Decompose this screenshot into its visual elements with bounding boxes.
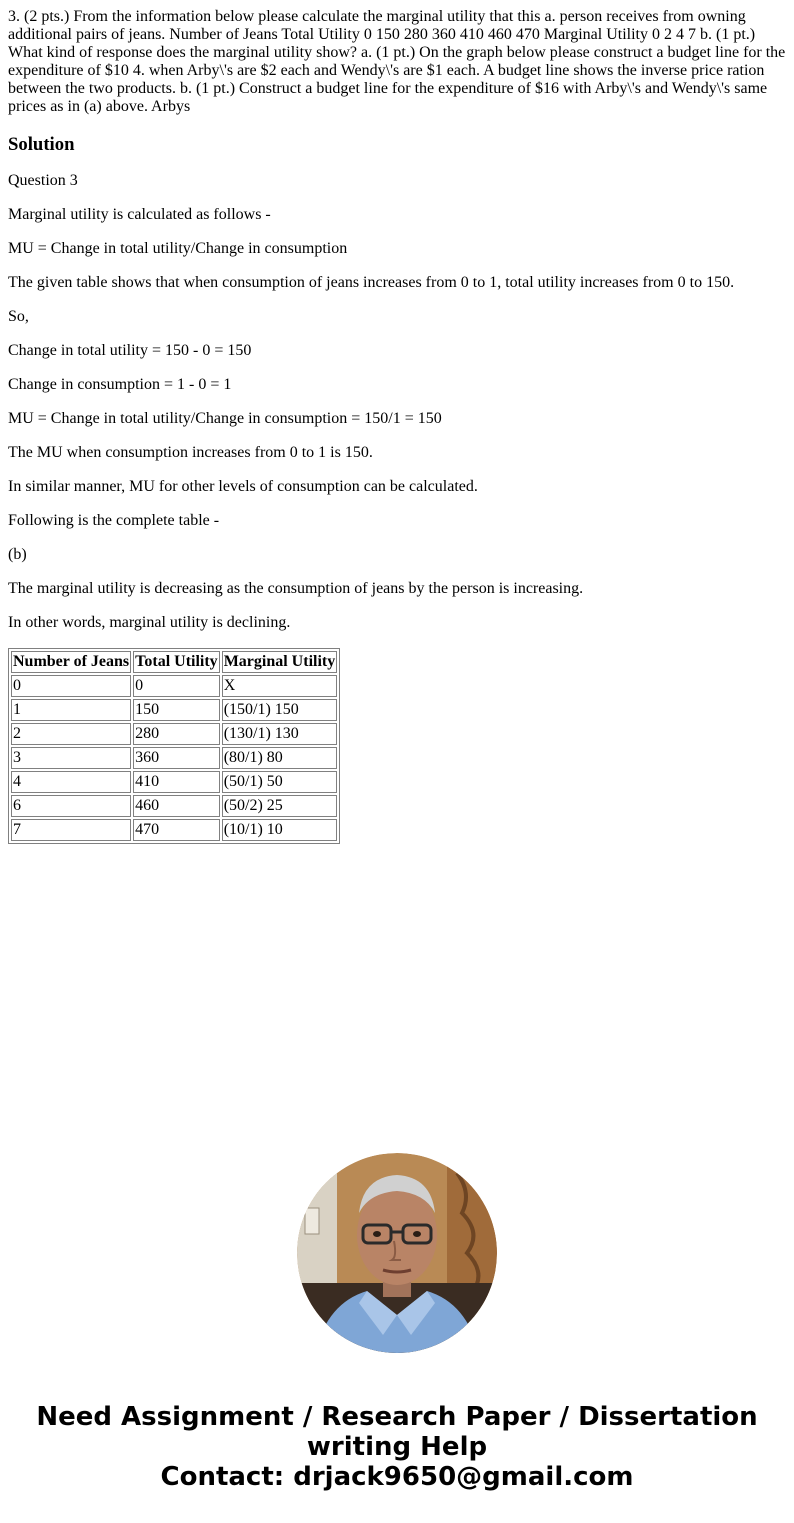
table-cell: 1 (11, 699, 131, 721)
solution-paragraph: In other words, marginal utility is declining. (8, 614, 291, 631)
table-row (11, 771, 337, 793)
table-cell: (150/1) 150 (222, 699, 338, 721)
table-cell: (50/2) 25 (222, 795, 338, 817)
table-header-row (11, 651, 337, 673)
tutor-portrait-image (297, 1153, 497, 1353)
table-cell: 4 (11, 771, 131, 793)
solution-paragraph: The given table shows that when consumption of jeans increases from 0 to 1, total utility increases from 0 to 150. (8, 274, 735, 291)
column-header: Number of Jeans (11, 651, 131, 673)
table-row (11, 747, 337, 769)
solution-paragraph: So, (8, 308, 29, 325)
table-cell: 7 (11, 819, 131, 841)
table-cell: 0 (133, 675, 220, 697)
question-text: 3. (2 pts.) From the information below please calculate the marginal utility that this a. person receives from owning additional pairs of jeans. Number of Jeans Total Utility 0 150 280 360 410 460 470 Marginal Utility 0 2 4 7 b. (1 pt.) What kind of response does the marginal utility show? a. (1 pt.) On the graph below please construct a budget line for the expenditure of $10 4. when Arby\'s are $2 each and Wendy\'s are $1 each. A budget line shows the inverse price ration between the two products. b. (1 pt.) Construct a budget line for the expenditure of $16 with Arby\'s and Wendy\'s same prices as in (a) above. Arbys (8, 8, 786, 115)
solution-paragraph: MU = Change in total utility/Change in consumption = 150/1 = 150 (8, 410, 442, 427)
table-cell: 3 (11, 747, 131, 769)
table-cell: 150 (133, 699, 220, 721)
solution-paragraph: Change in total utility = 150 - 0 = 150 (8, 342, 252, 359)
help-banner-line: Need Assignment / Research Paper / Dissertation (36, 1402, 758, 1432)
help-banner-line: writing Help (306, 1432, 488, 1462)
column-header: Marginal Utility (222, 651, 338, 673)
table-cell: (80/1) 80 (222, 747, 338, 769)
solution-paragraph: MU = Change in total utility/Change in consumption (8, 240, 348, 257)
table-cell: 6 (11, 795, 131, 817)
solution-paragraph: Change in consumption = 1 - 0 = 1 (8, 376, 232, 393)
table-row (11, 675, 337, 697)
solution-paragraph: (b) (8, 546, 27, 563)
solution-paragraph: The marginal utility is decreasing as the consumption of jeans by the person is increasing. (8, 580, 584, 597)
solution-paragraph: In similar manner, MU for other levels of consumption can be calculated. (8, 478, 478, 495)
solution-paragraph: The MU when consumption increases from 0 to 1 is 150. (8, 444, 373, 461)
table-row (11, 699, 337, 721)
table-cell: 410 (133, 771, 220, 793)
table-cell: (10/1) 10 (222, 819, 338, 841)
table-cell: (130/1) 130 (222, 723, 338, 745)
contact-email: Contact: drjack9650@gmail.com (160, 1462, 634, 1492)
solution-paragraph: Following is the complete table - (8, 512, 220, 529)
table-cell: 360 (133, 747, 220, 769)
solution-paragraph: Marginal utility is calculated as follows - (8, 206, 271, 223)
solution-heading: Solution (8, 134, 75, 155)
table-cell: X (222, 675, 338, 697)
solution-paragraph: Question 3 (8, 172, 78, 189)
table-cell: 0 (11, 675, 131, 697)
table-row (11, 819, 337, 841)
table-cell: (50/1) 50 (222, 771, 338, 793)
table-cell: 2 (11, 723, 131, 745)
help-banner (0, 1402, 794, 1492)
table-cell: 280 (133, 723, 220, 745)
table-row (11, 795, 337, 817)
marginal-utility-table (8, 648, 340, 844)
table-cell: 470 (133, 819, 220, 841)
table-row (11, 723, 337, 745)
column-header: Total Utility (133, 651, 220, 673)
tutor-avatar (297, 1153, 497, 1353)
table-cell: 460 (133, 795, 220, 817)
